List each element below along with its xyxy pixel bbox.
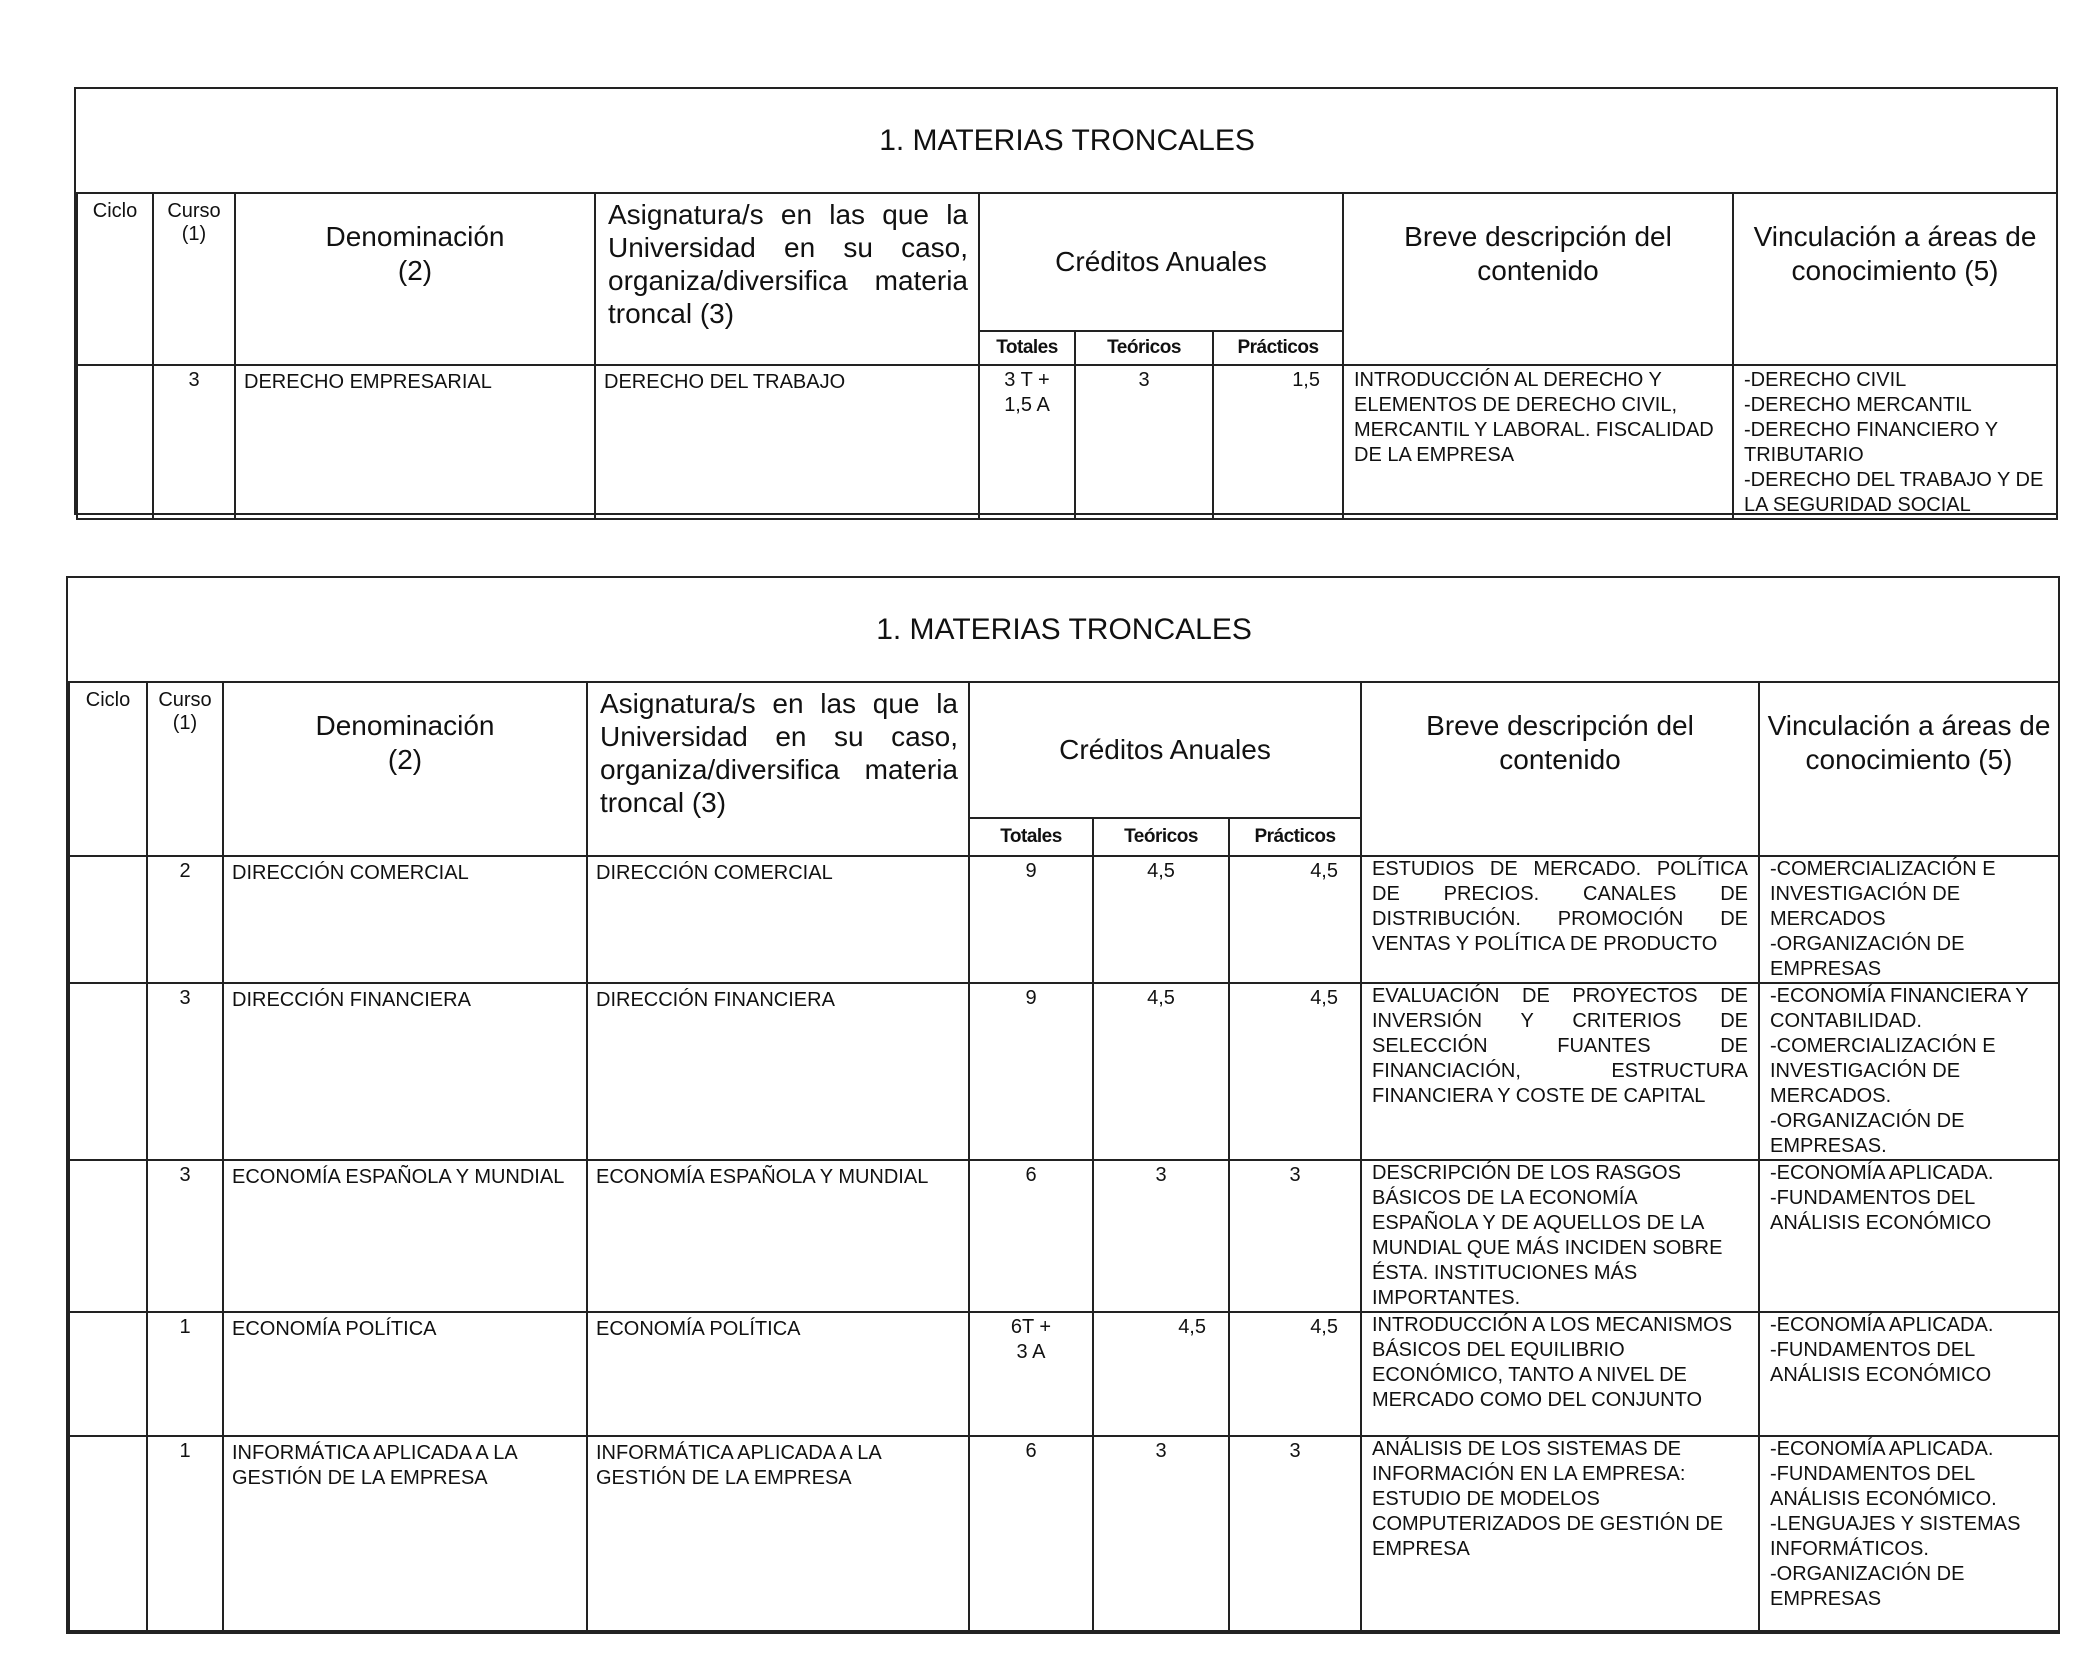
cell-teoricos: 4,5 [1093, 1312, 1229, 1436]
header-teoricos: Teóricos [1093, 818, 1229, 856]
materias-troncales-table-2 [66, 576, 2060, 1634]
cell-teoricos: 3 [1093, 1160, 1229, 1312]
table-row [69, 1160, 2059, 1312]
cell-descripcion: ESTUDIOS DE MERCADO. POLÍTICA DE PRECIOS. CANALES DE DISTRIBUCIÓN. PROMOCIÓN DE VENTAS Y POLÍTICA DE PRODUCTO [1361, 856, 1759, 983]
header-curso-note: (1) [181, 223, 207, 245]
cell-ciclo [69, 1160, 147, 1312]
cell-asignatura: DIRECCIÓN COMERCIAL [587, 856, 969, 983]
header-curso-label: Curso [167, 200, 221, 222]
cell-asignatura: DIRECCIÓN FINANCIERA [587, 983, 969, 1160]
cell-totales: 9 [969, 856, 1093, 983]
cell-denominacion: INFORMÁTICA APLICADA A LA GESTIÓN DE LA EMPRESA [223, 1436, 587, 1631]
table-row [69, 1312, 2059, 1436]
cell-asignatura: DERECHO DEL TRABAJO [595, 365, 979, 519]
header-creditos: Créditos Anuales [969, 682, 1361, 818]
header-denominacion-label: Denominación [315, 710, 495, 741]
cell-asignatura: ECONOMÍA ESPAÑOLA Y MUNDIAL [587, 1160, 969, 1312]
header-curso-note: (1) [172, 712, 198, 734]
cell-denominacion: ECONOMÍA ESPAÑOLA Y MUNDIAL [223, 1160, 587, 1312]
table-title: 1. MATERIAS TRONCALES [69, 578, 2059, 682]
table-row [69, 983, 2059, 1160]
table-row [77, 365, 2057, 519]
cell-practicos: 4,5 [1229, 983, 1361, 1160]
cell-practicos: 3 [1229, 1436, 1361, 1631]
table-row [69, 856, 2059, 983]
header-teoricos: Teóricos [1075, 331, 1213, 365]
cell-descripcion: DESCRIPCIÓN DE LOS RASGOS BÁSICOS DE LA ECONOMÍA ESPAÑOLA Y DE AQUELLOS DE LA MUNDIAL QUE MÁS INCIDEN SOBRE ÉSTA. INSTITUCIONES MÁS IMPORTANTES. [1361, 1160, 1759, 1312]
cell-denominacion: DERECHO EMPRESARIAL [235, 365, 595, 519]
header-practicos: Prácticos [1213, 331, 1343, 365]
cell-curso: 3 [153, 365, 235, 519]
cell-practicos: 1,5 [1213, 365, 1343, 519]
cell-teoricos: 4,5 [1093, 983, 1229, 1160]
header-curso-label: Curso [158, 689, 212, 711]
cell-practicos: 3 [1229, 1160, 1361, 1312]
cell-vinculacion: -DERECHO CIVIL -DERECHO MERCANTIL -DERECHO FINANCIERO Y TRIBUTARIO -DERECHO DEL TRABAJO Y DE LA SEGURIDAD SOCIAL [1733, 365, 2057, 519]
cell-descripcion: INTRODUCCIÓN AL DERECHO Y ELEMENTOS DE DERECHO CIVIL, MERCANTIL Y LABORAL. FISCALIDAD DE LA EMPRESA [1343, 365, 1733, 519]
cell-teoricos: 4,5 [1093, 856, 1229, 983]
cell-totales: 3 T + 1,5 A [979, 365, 1075, 519]
cell-descripcion: EVALUACIÓN DE PROYECTOS DE INVERSIÓN Y CRITERIOS DE SELECCIÓN FUANTES DE FINANCIACIÓN, ESTRUCTURA FINANCIERA Y COSTE DE CAPITAL [1361, 983, 1759, 1160]
header-totales: Totales [979, 331, 1075, 365]
header-practicos: Prácticos [1229, 818, 1361, 856]
cell-ciclo [77, 365, 153, 519]
cell-teoricos: 3 [1093, 1436, 1229, 1631]
cell-curso: 3 [147, 983, 223, 1160]
cell-teoricos: 3 [1075, 365, 1213, 519]
header-denominacion-label: Denominación [325, 221, 505, 252]
materias-troncales-table-1 [74, 87, 2058, 515]
header-vinculacion: Vinculación a áreas de conocimiento (5) [1733, 193, 2057, 365]
cell-ciclo [69, 1436, 147, 1631]
cell-curso: 2 [147, 856, 223, 983]
header-totales: Totales [969, 818, 1093, 856]
cell-denominacion: DIRECCIÓN FINANCIERA [223, 983, 587, 1160]
cell-totales: 6 [969, 1160, 1093, 1312]
header-breve-descripcion: Breve descripción del contenido [1361, 682, 1759, 856]
cell-practicos: 4,5 [1229, 856, 1361, 983]
cell-descripcion: ANÁLISIS DE LOS SISTEMAS DE INFORMACIÓN EN LA EMPRESA: ESTUDIO DE MODELOS COMPUTERIZADOS DE GESTIÓN DE EMPRESA [1361, 1436, 1759, 1631]
header-denominacion-note: (2) [397, 255, 433, 286]
cell-vinculacion: -ECONOMÍA APLICADA. -FUNDAMENTOS DEL ANÁLISIS ECONÓMICO [1759, 1160, 2059, 1312]
header-denominacion [235, 193, 595, 365]
cell-totales: 6T + 3 A [969, 1312, 1093, 1436]
cell-curso: 1 [147, 1312, 223, 1436]
cell-vinculacion: -COMERCIALIZACIÓN E INVESTIGACIÓN DE MERCADOS -ORGANIZACIÓN DE EMPRESAS [1759, 856, 2059, 983]
cell-vinculacion: -ECONOMÍA APLICADA. -FUNDAMENTOS DEL ANÁLISIS ECONÓMICO. -LENGUAJES Y SISTEMAS INFORMÁTICOS. -ORGANIZACIÓN DE EMPRESAS [1759, 1436, 2059, 1631]
cell-vinculacion: -ECONOMÍA APLICADA. -FUNDAMENTOS DEL ANÁLISIS ECONÓMICO [1759, 1312, 2059, 1436]
cell-ciclo [69, 856, 147, 983]
cell-asignatura: INFORMÁTICA APLICADA A LA GESTIÓN DE LA EMPRESA [587, 1436, 969, 1631]
cell-totales: 9 [969, 983, 1093, 1160]
header-breve-descripcion: Breve descripción del contenido [1343, 193, 1733, 365]
header-curso [153, 193, 235, 365]
header-denominacion [223, 682, 587, 856]
cell-asignatura: ECONOMÍA POLÍTICA [587, 1312, 969, 1436]
header-ciclo: Ciclo [77, 193, 153, 365]
table-title: 1. MATERIAS TRONCALES [77, 89, 2057, 193]
cell-ciclo [69, 1312, 147, 1436]
cell-vinculacion: -ECONOMÍA FINANCIERA Y CONTABILIDAD. -COMERCIALIZACIÓN E INVESTIGACIÓN DE MERCADOS. -ORGANIZACIÓN DE EMPRESAS. [1759, 983, 2059, 1160]
header-vinculacion: Vinculación a áreas de conocimiento (5) [1759, 682, 2059, 856]
header-asignatura: Asignatura/s en las que la Universidad en su caso, organiza/diversifica materia troncal (3) [587, 682, 969, 856]
cell-denominacion: ECONOMÍA POLÍTICA [223, 1312, 587, 1436]
cell-practicos: 4,5 [1229, 1312, 1361, 1436]
header-curso [147, 682, 223, 856]
header-denominacion-note: (2) [387, 744, 423, 775]
table-row [69, 1436, 2059, 1631]
cell-curso: 3 [147, 1160, 223, 1312]
cell-ciclo [69, 983, 147, 1160]
cell-denominacion: DIRECCIÓN COMERCIAL [223, 856, 587, 983]
header-ciclo: Ciclo [69, 682, 147, 856]
header-asignatura: Asignatura/s en las que la Universidad en su caso, organiza/diversifica materia troncal (3) [595, 193, 979, 365]
cell-curso: 1 [147, 1436, 223, 1631]
cell-totales: 6 [969, 1436, 1093, 1631]
header-creditos: Créditos Anuales [979, 193, 1343, 331]
cell-descripcion: INTRODUCCIÓN A LOS MECANISMOS BÁSICOS DEL EQUILIBRIO ECONÓMICO, TANTO A NIVEL DE MERCADO COMO DEL CONJUNTO [1361, 1312, 1759, 1436]
